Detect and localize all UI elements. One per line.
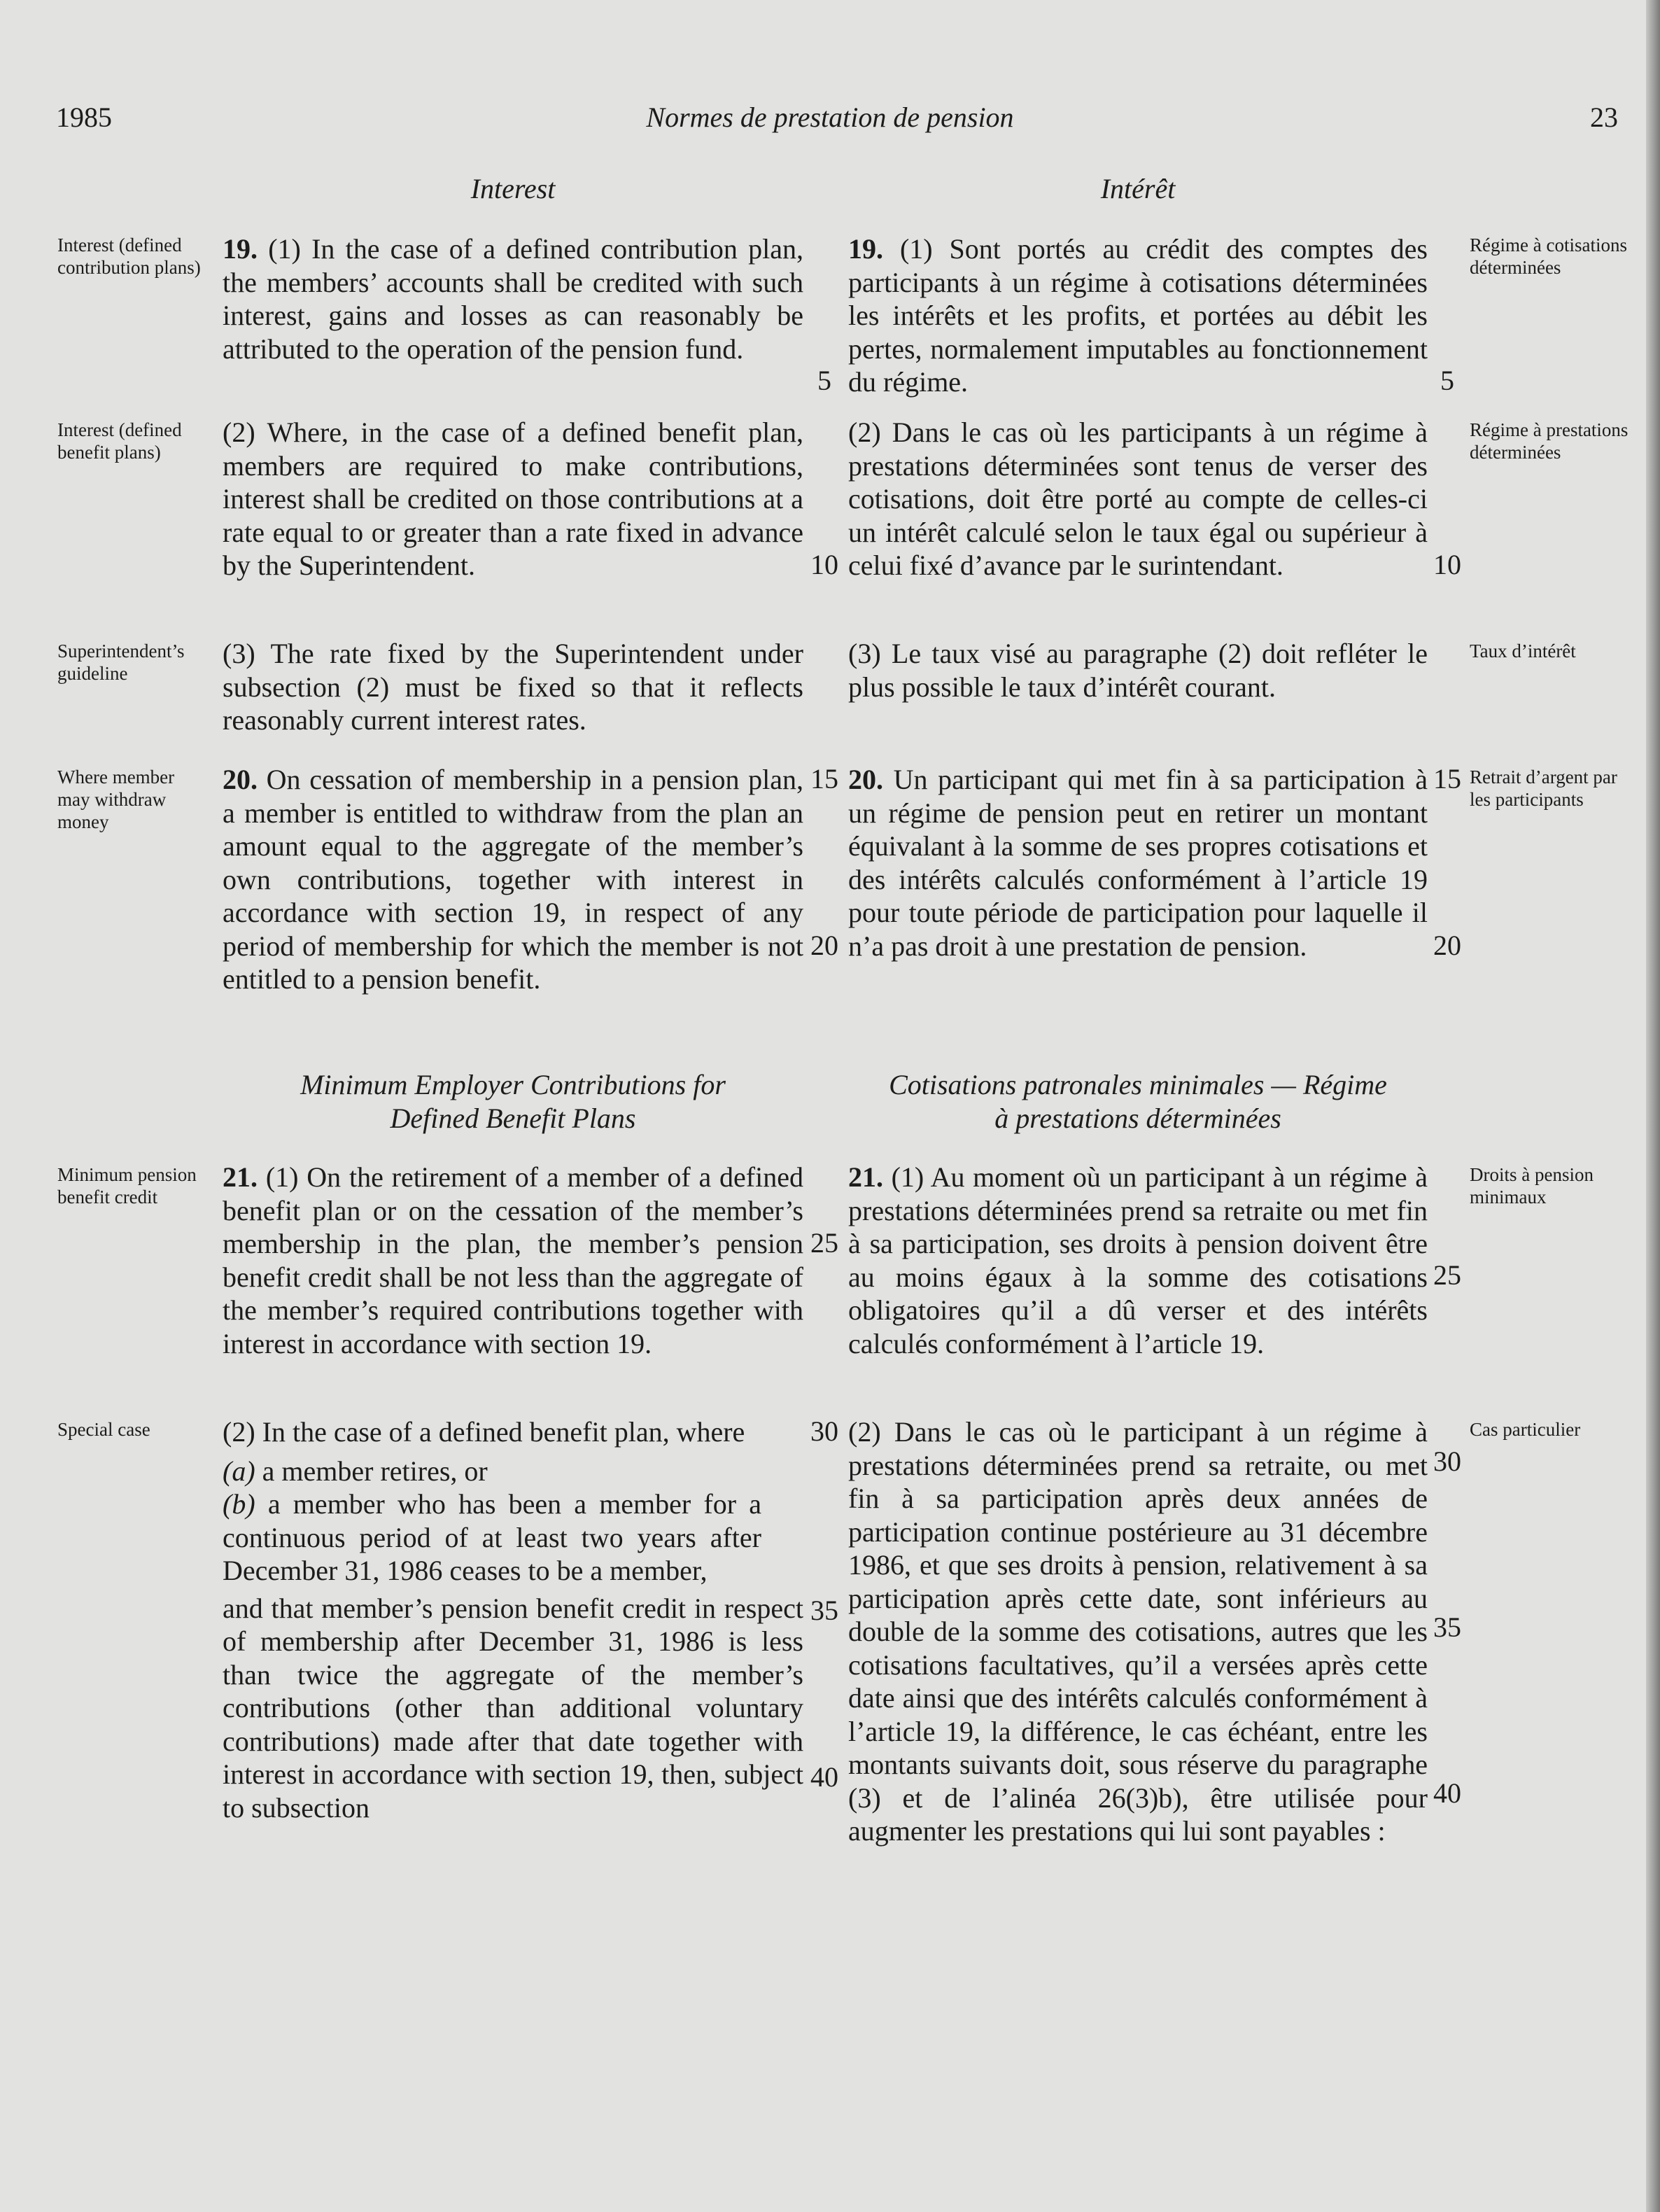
line-number-en-15: 15 <box>810 763 838 794</box>
sidenote-en-19-2: Interest (defined benefit plans) <box>57 419 182 463</box>
sidenote-fr-19-3: Taux d’intérêt <box>1470 640 1576 662</box>
sidenote-en-21-1: Minimum pension benefit credit <box>57 1164 197 1208</box>
fr-section-21-1 <box>848 1161 1428 1360</box>
line-number-fr-25: 25 <box>1433 1259 1461 1291</box>
en-21-2-item-a <box>223 1455 803 1488</box>
en-21-2-b-label: (b) <box>223 1488 255 1520</box>
fr-section-number-21: 21. <box>848 1161 883 1193</box>
line-number-fr-35: 35 <box>1433 1611 1461 1643</box>
line-number-en-40: 40 <box>810 1761 838 1793</box>
en-21-1-text: (1) On the retirement of a member of a defined benefit plan or on the cessation of the member’s membership in the plan, the member’s pension benefit credit shall be not less than the aggregate of the member’s required contributions together with interest in accordance with section 19. <box>223 1161 803 1359</box>
sidenote-fr-20: Retrait d’argent par les participants <box>1470 766 1617 810</box>
line-number-fr-20: 20 <box>1433 930 1461 961</box>
en-section-21-2 <box>223 1415 803 1824</box>
line-number-en-25: 25 <box>810 1227 838 1259</box>
en-section-19-3 <box>223 637 803 737</box>
en-21-2-item-b <box>223 1488 803 1588</box>
heading-interest-en: Interest <box>470 173 556 204</box>
sidenote-fr-21-1: Droits à pension minimaux <box>1470 1164 1594 1208</box>
fr-section-number-19: 19. <box>848 233 883 265</box>
en-21-2-text: (2) In the case of a defined benefit plan, where <box>223 1416 745 1448</box>
fr-section-number-20: 20. <box>848 764 883 795</box>
page-edge-shadow <box>1646 0 1660 2212</box>
en-20-text: On cessation of membership in a pension plan, a member is entitled to withdraw from the plan an amount equal to the aggregate of the member’s own contributions, together with interest in accordance with section 19, in respect of any period of membership for which the member is not entitled to a pension benefit. <box>223 764 804 995</box>
fr-section-21-2 <box>848 1415 1428 1848</box>
sidenote-fr-21-2: Cas particulier <box>1470 1419 1581 1440</box>
en-21-2-continuation: and that member’s pension benefit credit in respect of membership after December 31, 1986 is less than twice the aggregate of the member’s contributions (other than additional voluntary contributions) made after that date together with interest in accordance with section 19, then, subject to subsection <box>223 1592 803 1823</box>
en-section-21-1 <box>223 1161 803 1360</box>
en-21-2-b-text: a member who has been a member for a continuous period of at least two years after December 31, 1986 ceases to be a member, <box>223 1488 761 1586</box>
sidenote-fr-19-2: Régime à prestations déterminées <box>1470 419 1629 463</box>
heading-min-contrib-en-2: Defined Benefit Plans <box>390 1102 636 1134</box>
fr-section-19-1 <box>848 232 1428 399</box>
line-number-fr-10: 10 <box>1433 549 1461 580</box>
fr-20-text: Un participant qui met fin à sa participation à un régime de pension peut en retirer un montant équivalant à la somme de ses propres cotisations et des intérêts calculés conformément à l’article 19 pour toute période de participation pour laquelle il n’a pas droit à une prestation de pension. <box>848 764 1428 962</box>
en-19-3-text: (3) The rate fixed by the Superintendent under subsection (2) must be fixed so that it reflects reasonably current interest rates. <box>223 638 803 736</box>
fr-19-2-text: (2) Dans le cas où les participants à un régime à prestations déterminées sont tenus de verser des cotisations, doit être porté au compte de celles-ci un intérêt calculé selon le taux égal ou supérieur à celui fixé d’avance par le surintendant. <box>848 416 1428 581</box>
year: 1985 <box>56 102 112 133</box>
en-section-number-20: 20. <box>223 764 258 795</box>
heading-min-contrib-fr-1: Cotisations patronales minimales — Régime <box>889 1069 1387 1100</box>
page-number: 23 <box>1590 102 1618 133</box>
fr-21-2-text: (2) Dans le cas où le participant à un régime à prestations déterminées prend sa retraite, ou met fin à sa participation après deux années de participation continue postérieure au 31 décembre 1986, et que ses droits à pension, relativement à sa participation après cette date, sont inférieurs au double de la somme des cotisations, autres que les cotisations facultatives, qu’il a versées après cette date ainsi que des intérêts calculés conformément à l’article 19, la différence, le cas échéant, entre les montants suivants doit, sous réserve du paragraphe (3) et de l’alinéa 26(3)b), être utilisée pour augmenter les prestations qui lui sont payables : <box>848 1416 1428 1847</box>
en-21-2-a-label: (a) <box>223 1455 255 1487</box>
line-number-fr-40: 40 <box>1433 1777 1461 1809</box>
fr-19-3-text: (3) Le taux visé au paragraphe (2) doit refléter le plus possible le taux d’intérêt courant. <box>848 638 1428 703</box>
sidenote-en-19-1: Interest (defined contribution plans) <box>57 234 201 278</box>
line-number-fr-15: 15 <box>1433 763 1461 794</box>
line-number-en-10: 10 <box>810 549 838 580</box>
line-number-en-20: 20 <box>810 930 838 961</box>
en-section-19-1 <box>223 232 803 365</box>
fr-section-20 <box>848 763 1428 962</box>
line-number-en-35: 35 <box>810 1595 838 1626</box>
en-section-number-19: 19. <box>223 233 258 265</box>
fr-19-1-text: (1) Sont portés au crédit des comptes des participants à un régime à cotisations déterminées les intérêts et les profits, et portées au débit les pertes, normalement imputables au fonctionnement du régime. <box>848 233 1428 398</box>
en-section-number-21: 21. <box>223 1161 258 1193</box>
heading-min-contrib-fr-2: à prestations déterminées <box>994 1102 1281 1134</box>
running-title: Normes de prestation de pension <box>646 102 1014 133</box>
en-21-2-a-text: a member retires, or <box>262 1455 488 1487</box>
en-19-1-text: (1) In the case of a defined contribution plan, the members’ accounts shall be credited with such interest, gains and losses as can reasonably be attributed to the operation of the pension fund. <box>223 233 803 365</box>
heading-interest-fr: Intérêt <box>1100 173 1176 204</box>
fr-21-1-text: (1) Au moment où un participant à un régime à prestations déterminées prend sa retraite ou met fin à sa participation, ses droits à pension doivent être au moins égaux à la somme des cotisations obligatoires qu’il a dû verser et des intérêts calculés conformément à l’article 19. <box>848 1161 1428 1359</box>
en-19-2-text: (2) Where, in the case of a defined benefit plan, members are required to make contributions, interest shall be credited on those contributions at a rate equal to or greater than a rate fixed in advance by the Superintendent. <box>223 416 803 581</box>
fr-section-19-3 <box>848 637 1428 704</box>
line-number-fr-5: 5 <box>1440 365 1454 396</box>
sidenote-en-20: Where member may withdraw money <box>57 766 175 832</box>
sidenote-en-21-2: Special case <box>57 1419 150 1440</box>
fr-section-19-2 <box>848 416 1428 582</box>
line-number-en-30: 30 <box>810 1415 838 1447</box>
line-number-en-5: 5 <box>817 365 831 396</box>
heading-min-contrib-en-1: Minimum Employer Contributions for <box>300 1069 726 1100</box>
sidenote-en-19-3: Superintendent’s guideline <box>57 640 185 684</box>
sidenote-fr-19-1: Régime à cotisations déterminées <box>1470 234 1627 278</box>
en-section-19-2 <box>223 416 803 582</box>
en-section-20 <box>223 763 803 996</box>
line-number-fr-30: 30 <box>1433 1446 1461 1477</box>
